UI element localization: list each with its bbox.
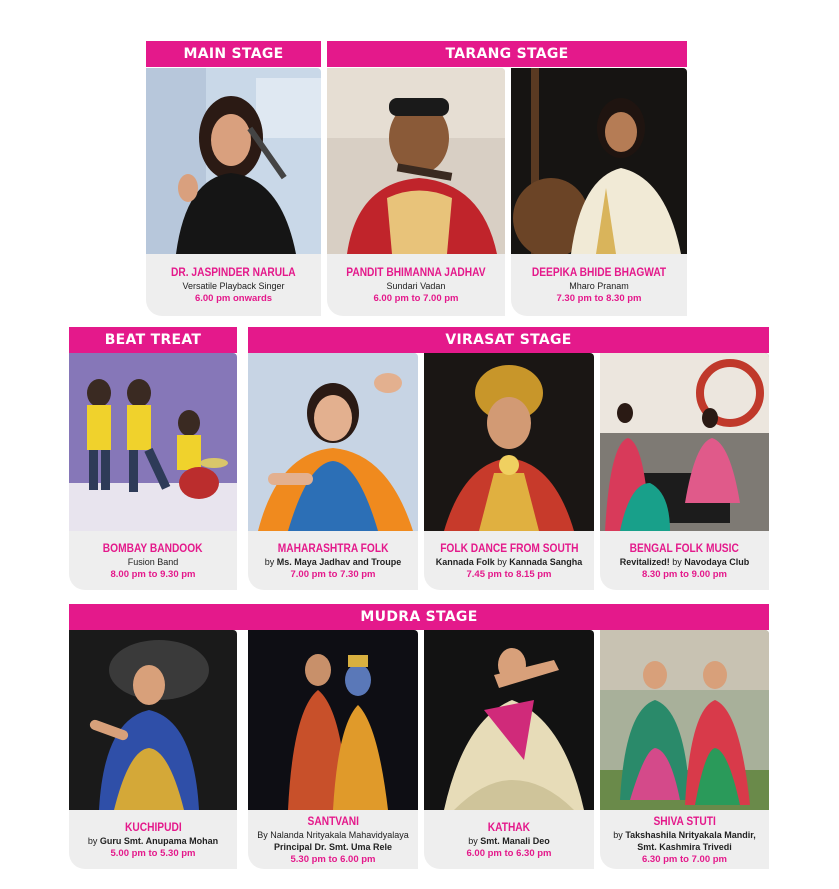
performer-description: Mharo Pranam <box>569 281 629 291</box>
performance-time: 6.30 pm to 7.00 pm <box>641 853 727 865</box>
performance-time: 5.30 pm to 6.00 pm <box>290 853 376 865</box>
performer-photo-deepika <box>511 68 687 254</box>
performer-card-kuchipudi <box>69 630 237 869</box>
performer-description: By Nalanda Nrityakala Mahavidyalaya <box>257 829 409 840</box>
performer-name: DR. JASPINDER NARULA <box>171 265 296 279</box>
virasat-stage-header: VIRASAT STAGE <box>248 327 769 353</box>
performance-time: 8.30 pm to 9.00 pm <box>641 568 727 580</box>
performer-description: Sundari Vadan <box>386 281 446 291</box>
performance-time: 7.30 pm to 8.30 pm <box>556 293 642 304</box>
performer-description: by Ms. Maya Jadhav and Troupe <box>264 556 402 567</box>
performer-card-bhimanna <box>327 68 505 316</box>
performer-description: by Takshashila Nrityakala Mandir, <box>613 829 756 840</box>
performance-time: 7.00 pm to 7.30 pm <box>290 568 376 580</box>
performer-name: KATHAK <box>487 819 531 834</box>
performer-photo-bengal <box>600 353 769 531</box>
performer-description: Revitalized! by Navodaya Club <box>619 556 750 567</box>
performer-photo-bandook <box>69 353 237 531</box>
performer-photo-bhimanna <box>327 68 505 254</box>
performer-name: FOLK DANCE FROM SOUTH <box>439 540 579 555</box>
performer-description: by Smt. Manali Deo <box>468 835 550 846</box>
performer-name: DEEPIKA BHIDE BHAGWAT <box>531 265 667 279</box>
performer-name: BENGAL FOLK MUSIC <box>629 540 740 555</box>
performer-photo-south <box>424 353 594 531</box>
performance-time: 6.00 pm onwards <box>194 293 273 304</box>
performer-card-bengal <box>600 353 769 590</box>
performer-photo-santvani <box>248 630 418 810</box>
performer-card-maharashtra <box>248 353 418 590</box>
performer-card-deepika <box>511 68 687 316</box>
performance-time: 5.00 pm to 5.30 pm <box>110 847 196 859</box>
performer-card-santvani <box>248 630 418 869</box>
performer-name: BOMBAY BANDOOK <box>103 540 203 555</box>
performer-card-jaspinder <box>146 68 321 316</box>
performer-card-kathak <box>424 630 594 869</box>
performer-description-line-2: Smt. Kashmira Trivedi <box>637 841 732 852</box>
main-stage-header: MAIN STAGE <box>146 41 321 67</box>
performer-description: Kannada Folk by Kannada Sangha <box>435 556 583 567</box>
performance-time: 7.45 pm to 8.15 pm <box>466 568 552 580</box>
performer-name: MAHARASHTRA FOLK <box>277 540 389 555</box>
tarang-stage-header: TARANG STAGE <box>327 41 687 67</box>
performer-card-bandook <box>69 353 237 590</box>
performer-photo-kuchipudi <box>69 630 237 810</box>
performer-name: KUCHIPUDI <box>124 819 182 834</box>
performer-description: by Guru Smt. Anupama Mohan <box>87 835 219 846</box>
performer-description-line-2: Principal Dr. Smt. Uma Rele <box>273 841 393 852</box>
performer-photo-kathak <box>424 630 594 810</box>
performer-description: Versatile Playback Singer <box>182 281 285 291</box>
performer-photo-shiva <box>600 630 769 810</box>
performer-description: Fusion Band <box>127 556 179 567</box>
beat-treat-header: BEAT TREAT <box>69 327 237 353</box>
performer-photo-maharashtra <box>248 353 418 531</box>
performer-name: SHIVA STUTI <box>653 813 716 828</box>
performance-time: 6.00 pm to 7.00 pm <box>373 293 459 304</box>
mudra-stage-header: MUDRA STAGE <box>69 604 769 630</box>
performer-card-south <box>424 353 594 590</box>
performer-name: SANTVANI <box>307 813 359 828</box>
performance-time: 6.00 pm to 6.30 pm <box>466 847 552 859</box>
performer-name: PANDIT BHIMANNA JADHAV <box>346 265 486 279</box>
performer-photo-jaspinder <box>146 68 321 254</box>
performance-time: 8.00 pm to 9.30 pm <box>110 568 196 580</box>
performer-card-shiva <box>600 630 769 869</box>
